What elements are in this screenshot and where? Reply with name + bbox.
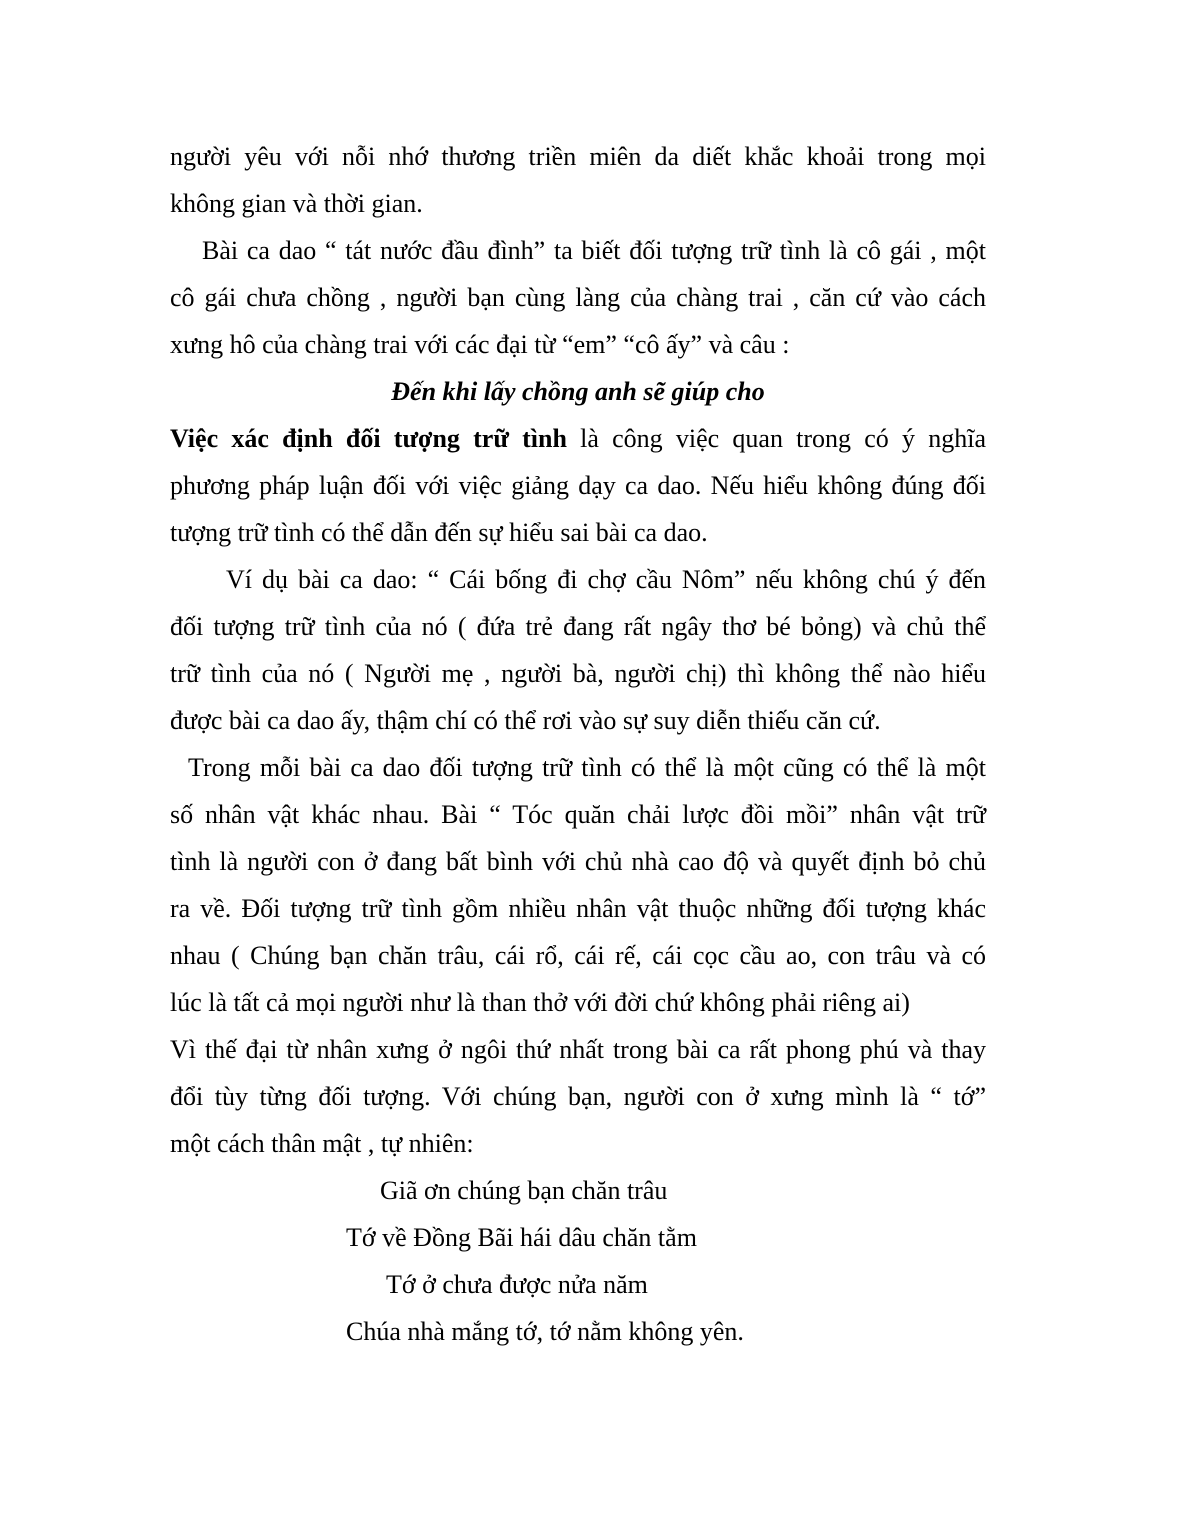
paragraph-4-line-3: trữ tình của nó ( Người mẹ , người bà, người chị) thì không thể nào hiểu xyxy=(170,659,986,688)
paragraph-1-line-1: người yêu với nỗi nhớ thương triền miên da diết khắc khoải trong mọi xyxy=(170,142,986,171)
paragraph-6-line-1: Vì thế đại từ nhân xưng ở ngôi thứ nhất trong bài ca rất phong phú và thay xyxy=(170,1035,986,1064)
paragraph-3-line-1-rest: là công việc quan trong có ý nghĩa xyxy=(566,424,986,453)
paragraph-5-line-1: Trong mỗi bài ca dao đối tượng trữ tình có thể là một cũng có thể là một xyxy=(188,753,986,782)
paragraph-1-line-2: không gian và thời gian. xyxy=(170,189,423,218)
paragraph-3-line-3: tượng trữ tình có thể dẫn đến sự hiểu sai bài ca dao. xyxy=(170,518,708,547)
paragraph-3-line-1 xyxy=(170,423,986,455)
paragraph-6-line-3: một cách thân mật , tự nhiên: xyxy=(170,1129,474,1158)
paragraph-5-line-6: lúc là tất cả mọi người như là than thở với đời chứ không phải riêng ai) xyxy=(170,988,910,1017)
paragraph-3-line-2: phương pháp luận đối với việc giảng dạy ca dao. Nếu hiểu không đúng đối xyxy=(170,471,986,500)
paragraph-6-line-2: đổi tùy từng đối tượng. Với chúng bạn, người con ở xưng mình là “ tớ” xyxy=(170,1082,986,1111)
verse-line-3: Tớ ở chưa được nửa năm xyxy=(386,1270,648,1299)
paragraph-5-line-2: số nhân vật khác nhau. Bài “ Tóc quăn chải lược đồi mồi” nhân vật trữ xyxy=(170,800,986,829)
verse-line-1: Giã ơn chúng bạn chăn trâu xyxy=(380,1176,668,1205)
verse-line-4: Chúa nhà mắng tớ, tớ nằm không yên. xyxy=(346,1317,744,1346)
bold-lead: Việc xác định đối tượng trữ tình xyxy=(170,424,567,453)
paragraph-5-line-4: ra về. Đối tượng trữ tình gồm nhiều nhân vật thuộc những đối tượng khác xyxy=(170,894,986,923)
paragraph-5-line-3: tình là người con ở đang bất bình với chủ nhà cao độ và quyết định bỏ chủ xyxy=(170,847,986,876)
paragraph-2-line-3: xưng hô của chàng trai với các đại từ “em” “cô ấy” và câu : xyxy=(170,330,790,359)
paragraph-5-line-5: nhau ( Chúng bạn chăn trâu, cái rổ, cái rế, cái cọc cầu ao, con trâu và có xyxy=(170,941,986,970)
verse-line-2: Tớ về Đồng Bãi hái dâu chăn tằm xyxy=(346,1223,697,1252)
quote-line: Đến khi lấy chồng anh sẽ giúp cho xyxy=(391,377,765,406)
paragraph-4-line-1: Ví dụ bài ca dao: “ Cái bống đi chợ cầu Nôm” nếu không chú ý đến xyxy=(226,565,986,594)
paragraph-4-line-4: được bài ca dao ấy, thậm chí có thể rơi vào sự suy diễn thiếu căn cứ. xyxy=(170,706,881,735)
paragraph-2-line-1: Bài ca dao “ tát nước đầu đình” ta biết đối tượng trữ tình là cô gái , một xyxy=(202,236,986,265)
paragraph-4-line-2: đối tượng trữ tình của nó ( đứa trẻ đang rất ngây thơ bé bỏng) và chủ thể xyxy=(170,612,986,641)
paragraph-2-line-2: cô gái chưa chồng , người bạn cùng làng của chàng trai , căn cứ vào cách xyxy=(170,283,986,312)
